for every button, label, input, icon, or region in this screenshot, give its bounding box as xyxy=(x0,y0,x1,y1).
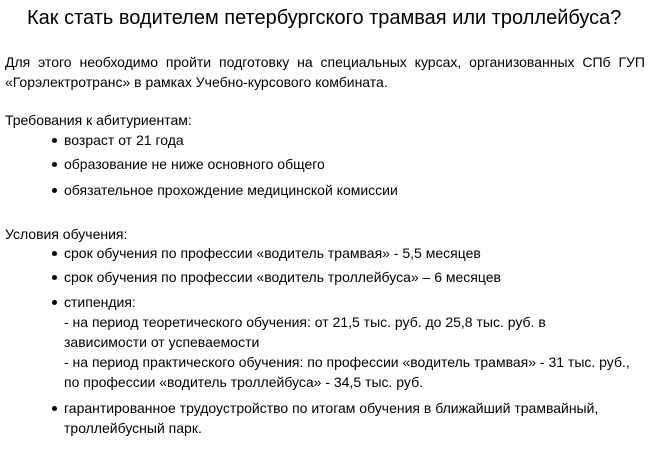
bullet-icon xyxy=(52,162,57,167)
list-item xyxy=(0,243,655,263)
list-item xyxy=(0,398,655,438)
list-item-text: срок обучения по профессии «водитель трамвая» - 5,5 месяцев xyxy=(64,245,481,261)
list-item-text: - на период теоретического обучения: от 21,5 тыс. руб. до 25,8 тыс. руб. в xyxy=(64,314,546,330)
conditions-heading: Условия обучения: xyxy=(5,226,128,242)
list-item xyxy=(0,267,655,287)
bullet-icon xyxy=(52,188,57,193)
bullet-icon xyxy=(52,406,57,411)
list-item-text: по профессии «водитель троллейбуса» - 34,5 тыс. руб. xyxy=(64,374,423,390)
list-item xyxy=(0,130,655,150)
list-item xyxy=(0,180,655,200)
list-item-text: - на период практического обучения: по профессии «водитель трамвая» - 31 тыс. руб., xyxy=(64,354,630,370)
list-item-text: образование не ниже основного общего xyxy=(64,156,325,172)
list-item xyxy=(0,154,655,174)
list-item-text: возраст от 21 года xyxy=(64,132,184,148)
list-item-text: гарантированное трудоустройство по итогам обучения в ближайший трамвайный, xyxy=(64,400,599,416)
intro-paragraph: Для этого необходимо пройти подготовку на специальных курсах, организованных СПб ГУП «Горэлектротранс» в рамках Учебно-курсового комбината. xyxy=(5,54,645,90)
page-title: Как стать водителем петербургского трамвая или троллейбуса? xyxy=(27,7,622,29)
list-item-text: стипендия: xyxy=(64,294,136,310)
list-item-text: обязательное прохождение медицинской комиссии xyxy=(64,182,398,198)
bullet-icon xyxy=(52,300,57,305)
list-item-text: срок обучения по профессии «водитель троллейбуса» – 6 месяцев xyxy=(64,269,501,285)
requirements-heading: Требования к абитуриентам: xyxy=(5,112,192,128)
bullet-icon xyxy=(52,275,57,280)
conditions-list xyxy=(0,243,655,438)
list-item xyxy=(0,292,655,392)
list-item-text: троллейбусный парк. xyxy=(64,420,202,436)
requirements-list xyxy=(0,130,655,200)
list-item-text: зависимости от успеваемости xyxy=(64,334,260,350)
bullet-icon xyxy=(52,138,57,143)
bullet-icon xyxy=(52,251,57,256)
